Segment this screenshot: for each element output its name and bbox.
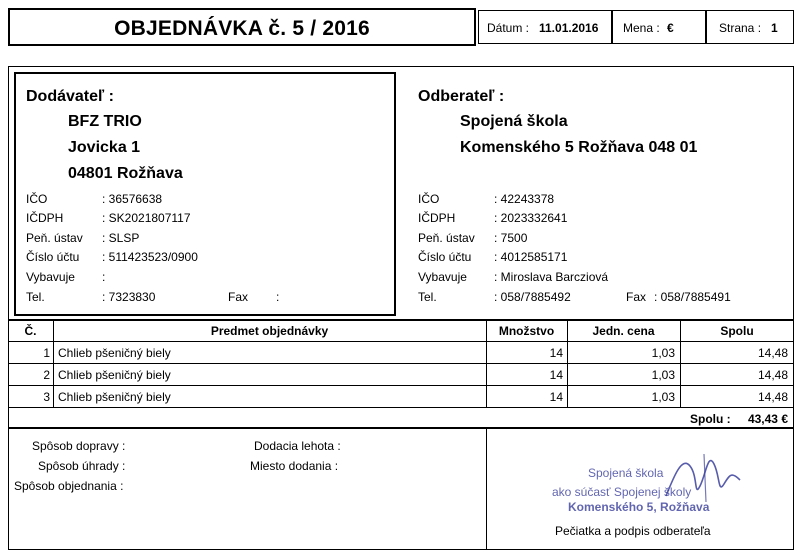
footer-divider bbox=[486, 428, 487, 550]
supplier-heading: Dodávateľ : bbox=[26, 88, 114, 105]
delivery-place-label: Miesto dodania : bbox=[250, 459, 339, 473]
currency-label: Mena : bbox=[623, 21, 660, 35]
date-value: 11.01.2016 bbox=[539, 21, 599, 35]
document-title: OBJEDNÁVKA č. 5 / 2016 bbox=[114, 17, 370, 40]
row-2-quantity: 14 bbox=[549, 368, 563, 382]
row-3-item: Chlieb pšeničný biely bbox=[58, 390, 171, 404]
supplier-account-label: Číslo účtu bbox=[26, 250, 80, 264]
customer-account-label: Číslo účtu bbox=[418, 250, 472, 264]
customer-icdph-label: IČDPH bbox=[418, 211, 456, 225]
table-row-divider bbox=[8, 385, 794, 386]
supplier-tel-value: : 7323830 bbox=[102, 290, 156, 304]
row-1-quantity: 14 bbox=[549, 346, 563, 360]
customer-tel-label: Tel. bbox=[418, 290, 437, 304]
grand-total-label: Spolu : bbox=[690, 412, 731, 426]
supplier-bank-label: Peň. ústav bbox=[26, 231, 83, 245]
date-box bbox=[478, 10, 612, 44]
supplier-ico-label: IČO bbox=[26, 192, 48, 206]
supplier-icdph-label: IČDPH bbox=[26, 211, 64, 225]
delivery-period-label: Dodacia lehota : bbox=[254, 439, 341, 453]
customer-bank-label: Peň. ústav bbox=[418, 231, 475, 245]
customer-account-value: : 4012585171 bbox=[494, 250, 568, 264]
supplier-fax-value: : bbox=[276, 290, 280, 304]
customer-tel-value: : 058/7885492 bbox=[494, 290, 571, 304]
table-row-divider bbox=[8, 363, 794, 364]
customer-contact-value: : Miroslava Barcziová bbox=[494, 270, 609, 284]
currency-value: € bbox=[667, 21, 674, 35]
column-header-unit-price: Jedn. cena bbox=[592, 324, 655, 338]
customer-fax-value: : 058/7885491 bbox=[654, 290, 731, 304]
date-label: Dátum : bbox=[487, 21, 530, 35]
customer-ico-label: IČO bbox=[418, 192, 440, 206]
table-header-divider bbox=[8, 341, 794, 342]
supplier-bank-value: : SLSP bbox=[102, 231, 140, 245]
row-3-quantity: 14 bbox=[549, 390, 563, 404]
supplier-contact-label: Vybavuje bbox=[26, 270, 75, 284]
ordering-label: Spôsob objednania : bbox=[14, 479, 124, 493]
row-2-item: Chlieb pšeničný biely bbox=[58, 368, 171, 382]
supplier-icdph-value: : SK2021807117 bbox=[102, 211, 191, 225]
supplier-name: BFZ TRIO bbox=[68, 113, 142, 130]
supplier-fax-label: Fax bbox=[228, 290, 249, 304]
customer-address: Komenského 5 Rožňava 048 01 bbox=[460, 139, 698, 156]
payment-label: Spôsob úhrady : bbox=[38, 459, 126, 473]
row-2-number: 2 bbox=[43, 368, 50, 382]
row-2-total: 14,48 bbox=[757, 368, 788, 382]
grand-total-value: 43,43 € bbox=[747, 412, 788, 426]
column-header-total: Spolu bbox=[720, 324, 754, 338]
row-1-total: 14,48 bbox=[757, 346, 788, 360]
customer-fax-label: Fax bbox=[626, 290, 647, 304]
supplier-ico-value: : 36576638 bbox=[102, 192, 163, 206]
customer-bank-value: : 7500 bbox=[494, 231, 528, 245]
row-3-number: 3 bbox=[43, 390, 50, 404]
row-2-unit-price: 1,03 bbox=[651, 368, 675, 382]
stamp-line-3: Komenského 5, Rožňava bbox=[568, 500, 710, 514]
supplier-city: 04801 Rožňava bbox=[68, 165, 183, 182]
page-label: Strana : bbox=[719, 21, 762, 35]
supplier-street: Jovicka 1 bbox=[68, 139, 141, 156]
supplier-account-value: : 511423523/0900 bbox=[102, 250, 198, 264]
row-3-total: 14,48 bbox=[757, 390, 788, 404]
stamp-line-1: Spojená škola bbox=[588, 466, 664, 480]
currency-box bbox=[612, 10, 706, 44]
supplier-contact-value: : bbox=[102, 270, 106, 284]
customer-icdph-value: : 2023332641 bbox=[494, 211, 568, 225]
page-value: 1 bbox=[771, 21, 778, 35]
table-row-divider bbox=[8, 407, 794, 408]
page-box bbox=[706, 10, 794, 44]
stamp-line-2: ako súčasť Spojenej školy bbox=[552, 485, 692, 499]
title-box bbox=[8, 8, 476, 46]
supplier-tel-label: Tel. bbox=[26, 290, 45, 304]
signature-mark bbox=[660, 446, 750, 510]
customer-heading: Odberateľ : bbox=[418, 88, 505, 105]
row-3-unit-price: 1,03 bbox=[651, 390, 675, 404]
column-header-item: Predmet objednávky bbox=[210, 324, 329, 338]
customer-contact-label: Vybavuje bbox=[418, 270, 467, 284]
column-header-quantity: Množstvo bbox=[498, 324, 555, 338]
column-header-number: Č. bbox=[24, 324, 37, 338]
signature-label: Pečiatka a podpis odberateľa bbox=[555, 524, 711, 538]
customer-name: Spojená škola bbox=[460, 113, 568, 130]
row-1-item: Chlieb pšeničný biely bbox=[58, 346, 171, 360]
row-1-unit-price: 1,03 bbox=[651, 346, 675, 360]
transport-label: Spôsob dopravy : bbox=[32, 439, 126, 453]
customer-ico-value: : 42243378 bbox=[494, 192, 555, 206]
row-1-number: 1 bbox=[43, 346, 50, 360]
